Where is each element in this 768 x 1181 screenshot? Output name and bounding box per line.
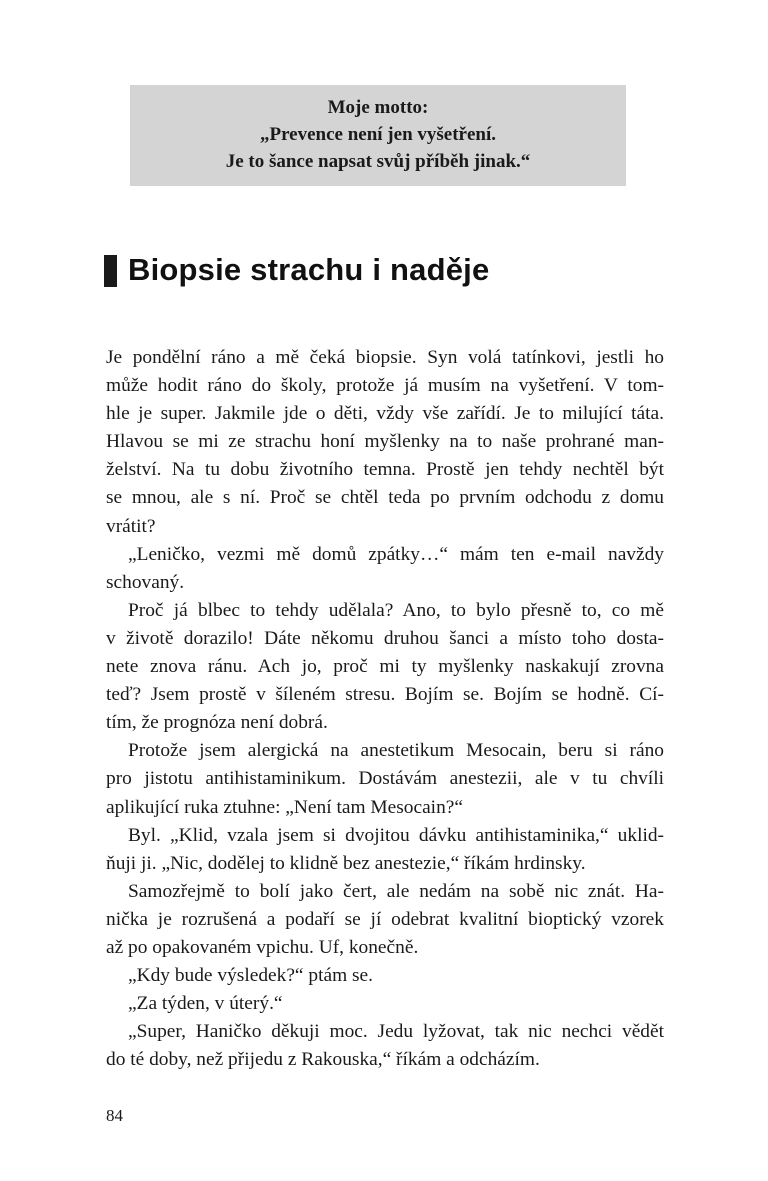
text-line: nete znova ránu. Ach jo, proč mi ty myšlenky naskakují zrovna xyxy=(106,656,664,678)
motto-box xyxy=(130,85,626,186)
text-line: v životě dorazilo! Dáte někomu druhou šanci a místo toho dosta- xyxy=(106,627,664,649)
text-line: schovaný. xyxy=(106,571,185,593)
text-line: do té doby, než přijedu z Rakouska,“ říkám a odcházím. xyxy=(106,1049,540,1071)
text-line: „Leničko, vezmi mě domů zpátky…“ mám ten e-mail navždy xyxy=(128,543,664,565)
text-line: Hlavou se mi ze strachu honí myšlenky na to naše prohrané man- xyxy=(106,431,664,453)
text-line: ňuji ji. „Nic, dodělej to klidně bez anestezie,“ říkám hrdinsky. xyxy=(106,852,586,874)
text-line: nička je rozrušená a podaří se jí odebrat kvalitní bioptický vzorek xyxy=(106,908,664,930)
text-line: „Kdy bude výsledek?“ ptám se. xyxy=(128,965,373,987)
text-line: želství. Na tu dobu životního temna. Prostě jen tehdy nechtěl být xyxy=(106,459,664,481)
text-line: hle je super. Jakmile jde o děti, vždy vše zařídí. Je to milující táta. xyxy=(106,403,664,425)
text-line: teď? Jsem prostě v šíleném stresu. Bojím se. Bojím se hodně. Cí- xyxy=(106,684,664,706)
text-line: „Super, Haničko děkuji moc. Jedu lyžovat, tak nic nechci vědět xyxy=(128,1021,664,1043)
text-line: až po opakovaném vpichu. Uf, konečně. xyxy=(106,936,419,958)
text-line: tím, že prognóza není dobrá. xyxy=(106,712,328,734)
heading-bar-decoration xyxy=(104,255,117,287)
chapter-heading xyxy=(104,248,489,292)
text-line: Byl. „Klid, vzala jsem si dvojitou dávku antihistaminika,“ uklid- xyxy=(128,824,664,846)
motto-line: Moje motto: xyxy=(327,97,429,118)
text-line: Samozřejmě to bolí jako čert, ale nedám na sobě nic znát. Ha- xyxy=(128,880,664,902)
text-line: pro jistotu antihistaminikum. Dostávám anestezii, ale v tu chvíli xyxy=(106,768,664,790)
text-line: Je pondělní ráno a mě čeká biopsie. Syn volá tatínkovi, jestli ho xyxy=(106,347,664,368)
text-line: aplikující ruka ztuhne: „Není tam Mesocain?“ xyxy=(106,796,463,818)
text-line: „Za týden, v úterý.“ xyxy=(128,993,283,1015)
motto-line: „Prevence není jen vyšetření. xyxy=(259,124,497,145)
body-text xyxy=(106,344,664,1074)
page-number: 84 xyxy=(106,1106,123,1125)
text-line: Protože jsem alergická na anestetikum Mesocain, beru si ráno xyxy=(128,740,664,762)
text-line: Proč já blbec to tehdy udělala? Ano, to bylo přesně to, co mě xyxy=(128,599,664,621)
chapter-title: Biopsie strachu i naděje xyxy=(128,252,490,287)
text-line: se mnou, ale s ní. Proč se chtěl teda po prvním odchodu z domu xyxy=(106,487,664,509)
text-line: vrátit? xyxy=(106,515,156,537)
motto-line: Je to šance napsat svůj příběh jinak.“ xyxy=(225,151,531,172)
text-line: může hodit ráno do školy, protože já musím na vyšetření. V tom- xyxy=(106,375,664,397)
